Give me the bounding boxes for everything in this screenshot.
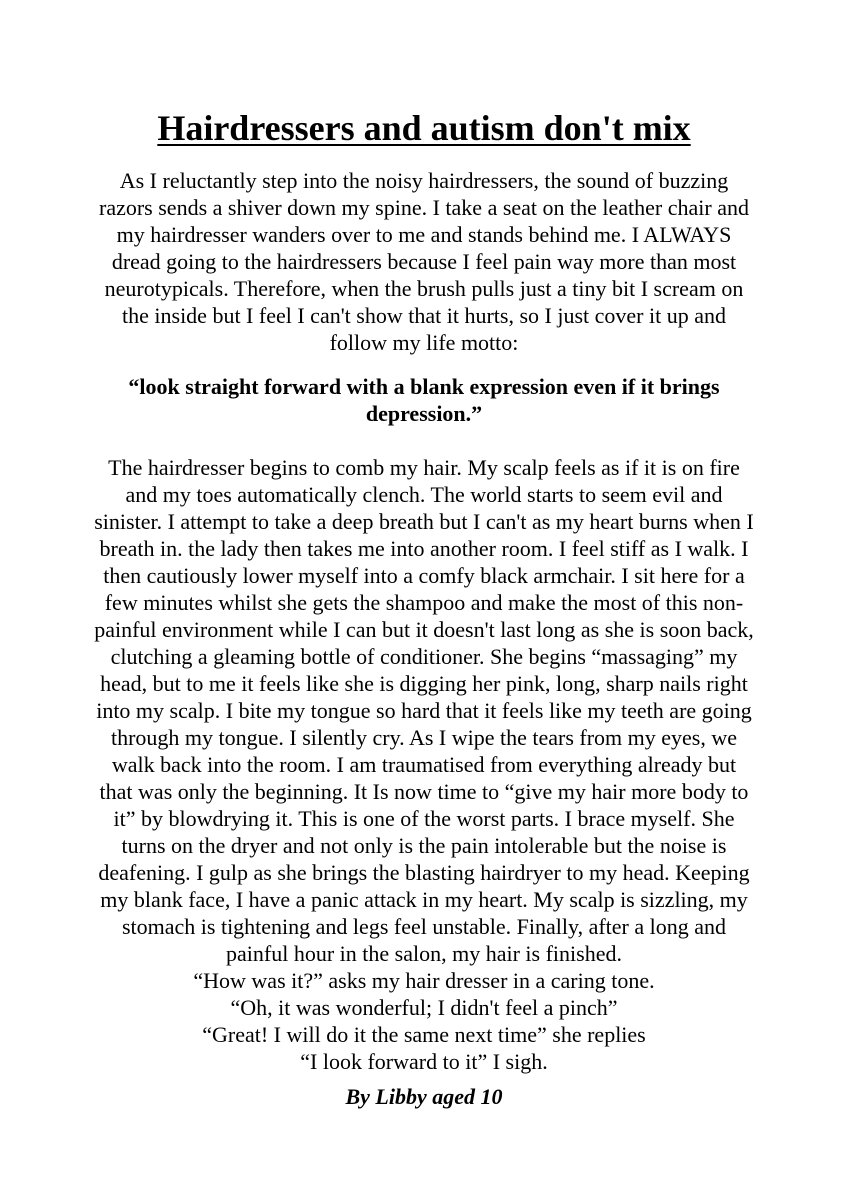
text-line: neurotypicals. Therefore, when the brush pulls just a tiny bit I scream on [104,276,744,301]
text-line: few minutes whilst she gets the shampoo and make the most of this non- [104,590,744,615]
life-motto-quote [0,373,848,427]
text-line: it” by blowdrying it. This is one of the worst parts. I brace myself. She [113,806,735,831]
text-line: razors sends a shiver down my spine. I take a seat on the leather chair and [99,195,749,220]
text-line: the inside but I feel I can't show that it hurts, so I just cover it up and [122,303,726,328]
text-line: my hairdresser wanders over to me and stands behind me. I ALWAYS [116,222,732,247]
story-paragraph [0,454,848,1075]
document-title: Hairdressers and autism don't mix [157,108,691,148]
text-line: into my scalp. I bite my tongue so hard that it feels like my teeth are going [96,698,752,723]
text-line: turns on the dryer and not only is the pain intolerable but the noise is [121,833,727,858]
text-line: The hairdresser begins to comb my hair. My scalp feels as if it is on fire [108,455,740,480]
text-line: deafening. I gulp as she brings the blasting hairdryer to my head. Keeping [98,860,750,885]
text-line: depression.” [365,401,483,426]
dialogue-line: “Great! I will do it the same next time” she replies [202,1022,646,1047]
text-line: through my tongue. I silently cry. As I wipe the tears from my eyes, we [110,725,738,750]
author-signature: By Libby aged 10 [345,1084,503,1109]
intro-paragraph [0,167,848,356]
dialogue-line: “I look forward to it” I sigh. [300,1049,548,1074]
text-line: clutching a gleaming bottle of conditioner. She begins “massaging” my [110,644,738,669]
text-line: then cautiously lower myself into a comfy black armchair. I sit here for a [103,563,745,588]
text-line: walk back into the room. I am traumatised from everything already but [111,752,737,777]
text-line: sinister. I attempt to take a deep breath but I can't as my heart burns when I [94,509,754,534]
text-line: breath in. the lady then takes me into another room. I feel stiff as I walk. I [99,536,749,561]
dialogue-line: “Oh, it was wonderful; I didn't feel a pinch” [230,995,618,1020]
text-line: my blank face, I have a panic attack in my heart. My scalp is sizzling, my [100,887,748,912]
text-line: that was only the beginning. It Is now time to “give my hair more body to [99,779,749,804]
text-line: painful environment while I can but it doesn't last long as she is soon back, [94,617,754,642]
text-line: painful hour in the salon, my hair is finished. [226,941,622,966]
text-line: follow my life motto: [329,330,519,355]
text-line: stomach is tightening and legs feel unstable. Finally, after a long and [121,914,727,939]
text-line: “look straight forward with a blank expression even if it brings [128,374,720,399]
text-line: dread going to the hairdressers because I feel pain way more than most [111,249,737,274]
text-line: and my toes automatically clench. The world starts to seem evil and [125,482,723,507]
text-line: As I reluctantly step into the noisy hairdressers, the sound of buzzing [119,168,729,193]
text-line: head, but to me it feels like she is digging her pink, long, sharp nails right [100,671,748,696]
dialogue-line: “How was it?” asks my hair dresser in a caring tone. [193,968,655,993]
